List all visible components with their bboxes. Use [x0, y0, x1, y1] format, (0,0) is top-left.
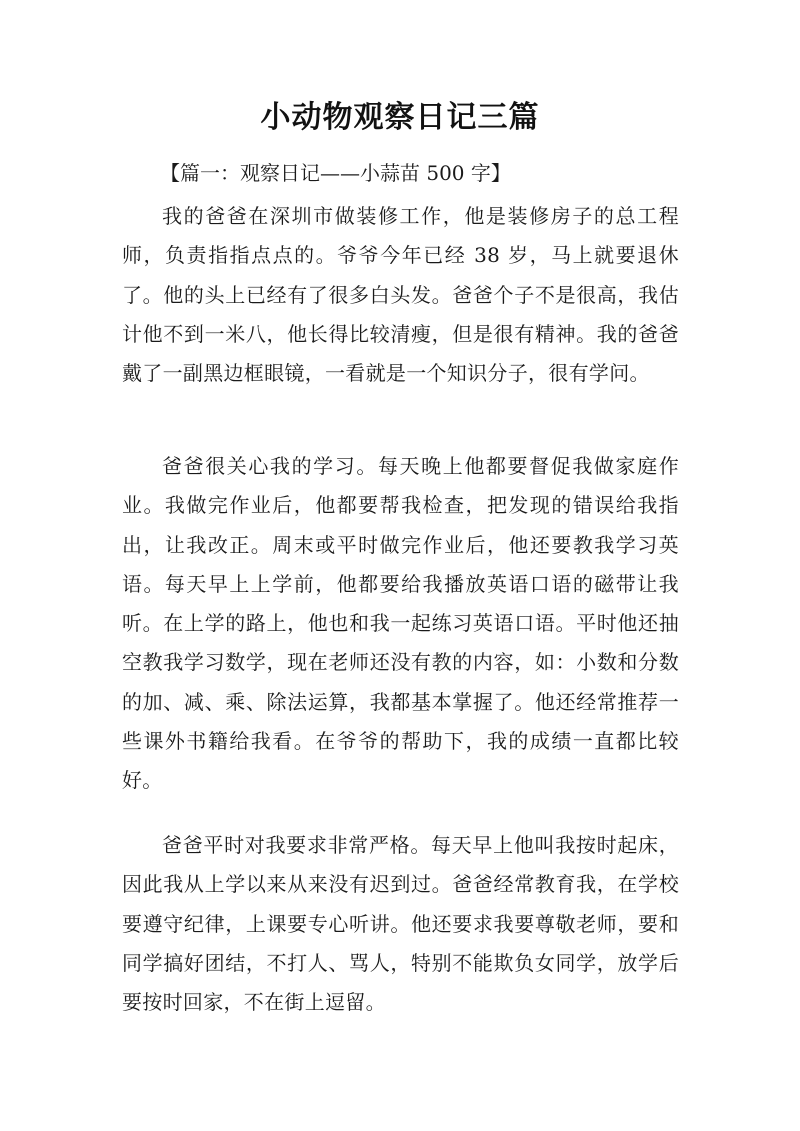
- paragraph: 爸爸很关心我的学习。每天晚上他都要督促我做家庭作业。我做完作业后，他都要帮我检查，把发现的错误给我指出，让我改正。周末或平时做完作业后，他还要教我学习英语。每天早上上学前，他都要给我播放英语口语的磁带让我听。在上学的路上，他也和我一起练习英语口语。平时他还抽空教我学习数学，现在老师还没有教的内容，如：小数和分数的加、减、乘、除法运算，我都基本掌握了。他还经常推荐一些课外书籍给我看。在爷爷的帮助下，我的成绩一直都比较好。: [122, 454, 679, 793]
- document-title: 小动物观察日记三篇: [260, 100, 540, 135]
- paragraph: 我的爸爸在深圳市做装修工作，他是装修房子的总工程师，负责指指点点的。爷爷今年已经 38 岁，马上就要退休了。他的头上已经有了很多白头发。爸爸个子不是很高，我估计他不到一米八，他长得比较清瘦，但是很有精神。我的爸爸戴了一副黑边框眼镜，一看就是一个知识分子，很有学问。: [122, 204, 679, 386]
- section-heading: 【篇一：观察日记——小蒜苗 500 字】: [160, 161, 511, 185]
- paragraph: 爸爸平时对我要求非常严格。每天早上他叫我按时起床，因此我从上学以来从来没有迟到过。爸爸经常教育我，在学校要遵守纪律，上课要专心听讲。他还要求我要尊敬老师，要和同学搞好团结，不打人、骂人，特别不能欺负女同学，放学后要按时回家，不在街上逗留。: [122, 833, 679, 1015]
